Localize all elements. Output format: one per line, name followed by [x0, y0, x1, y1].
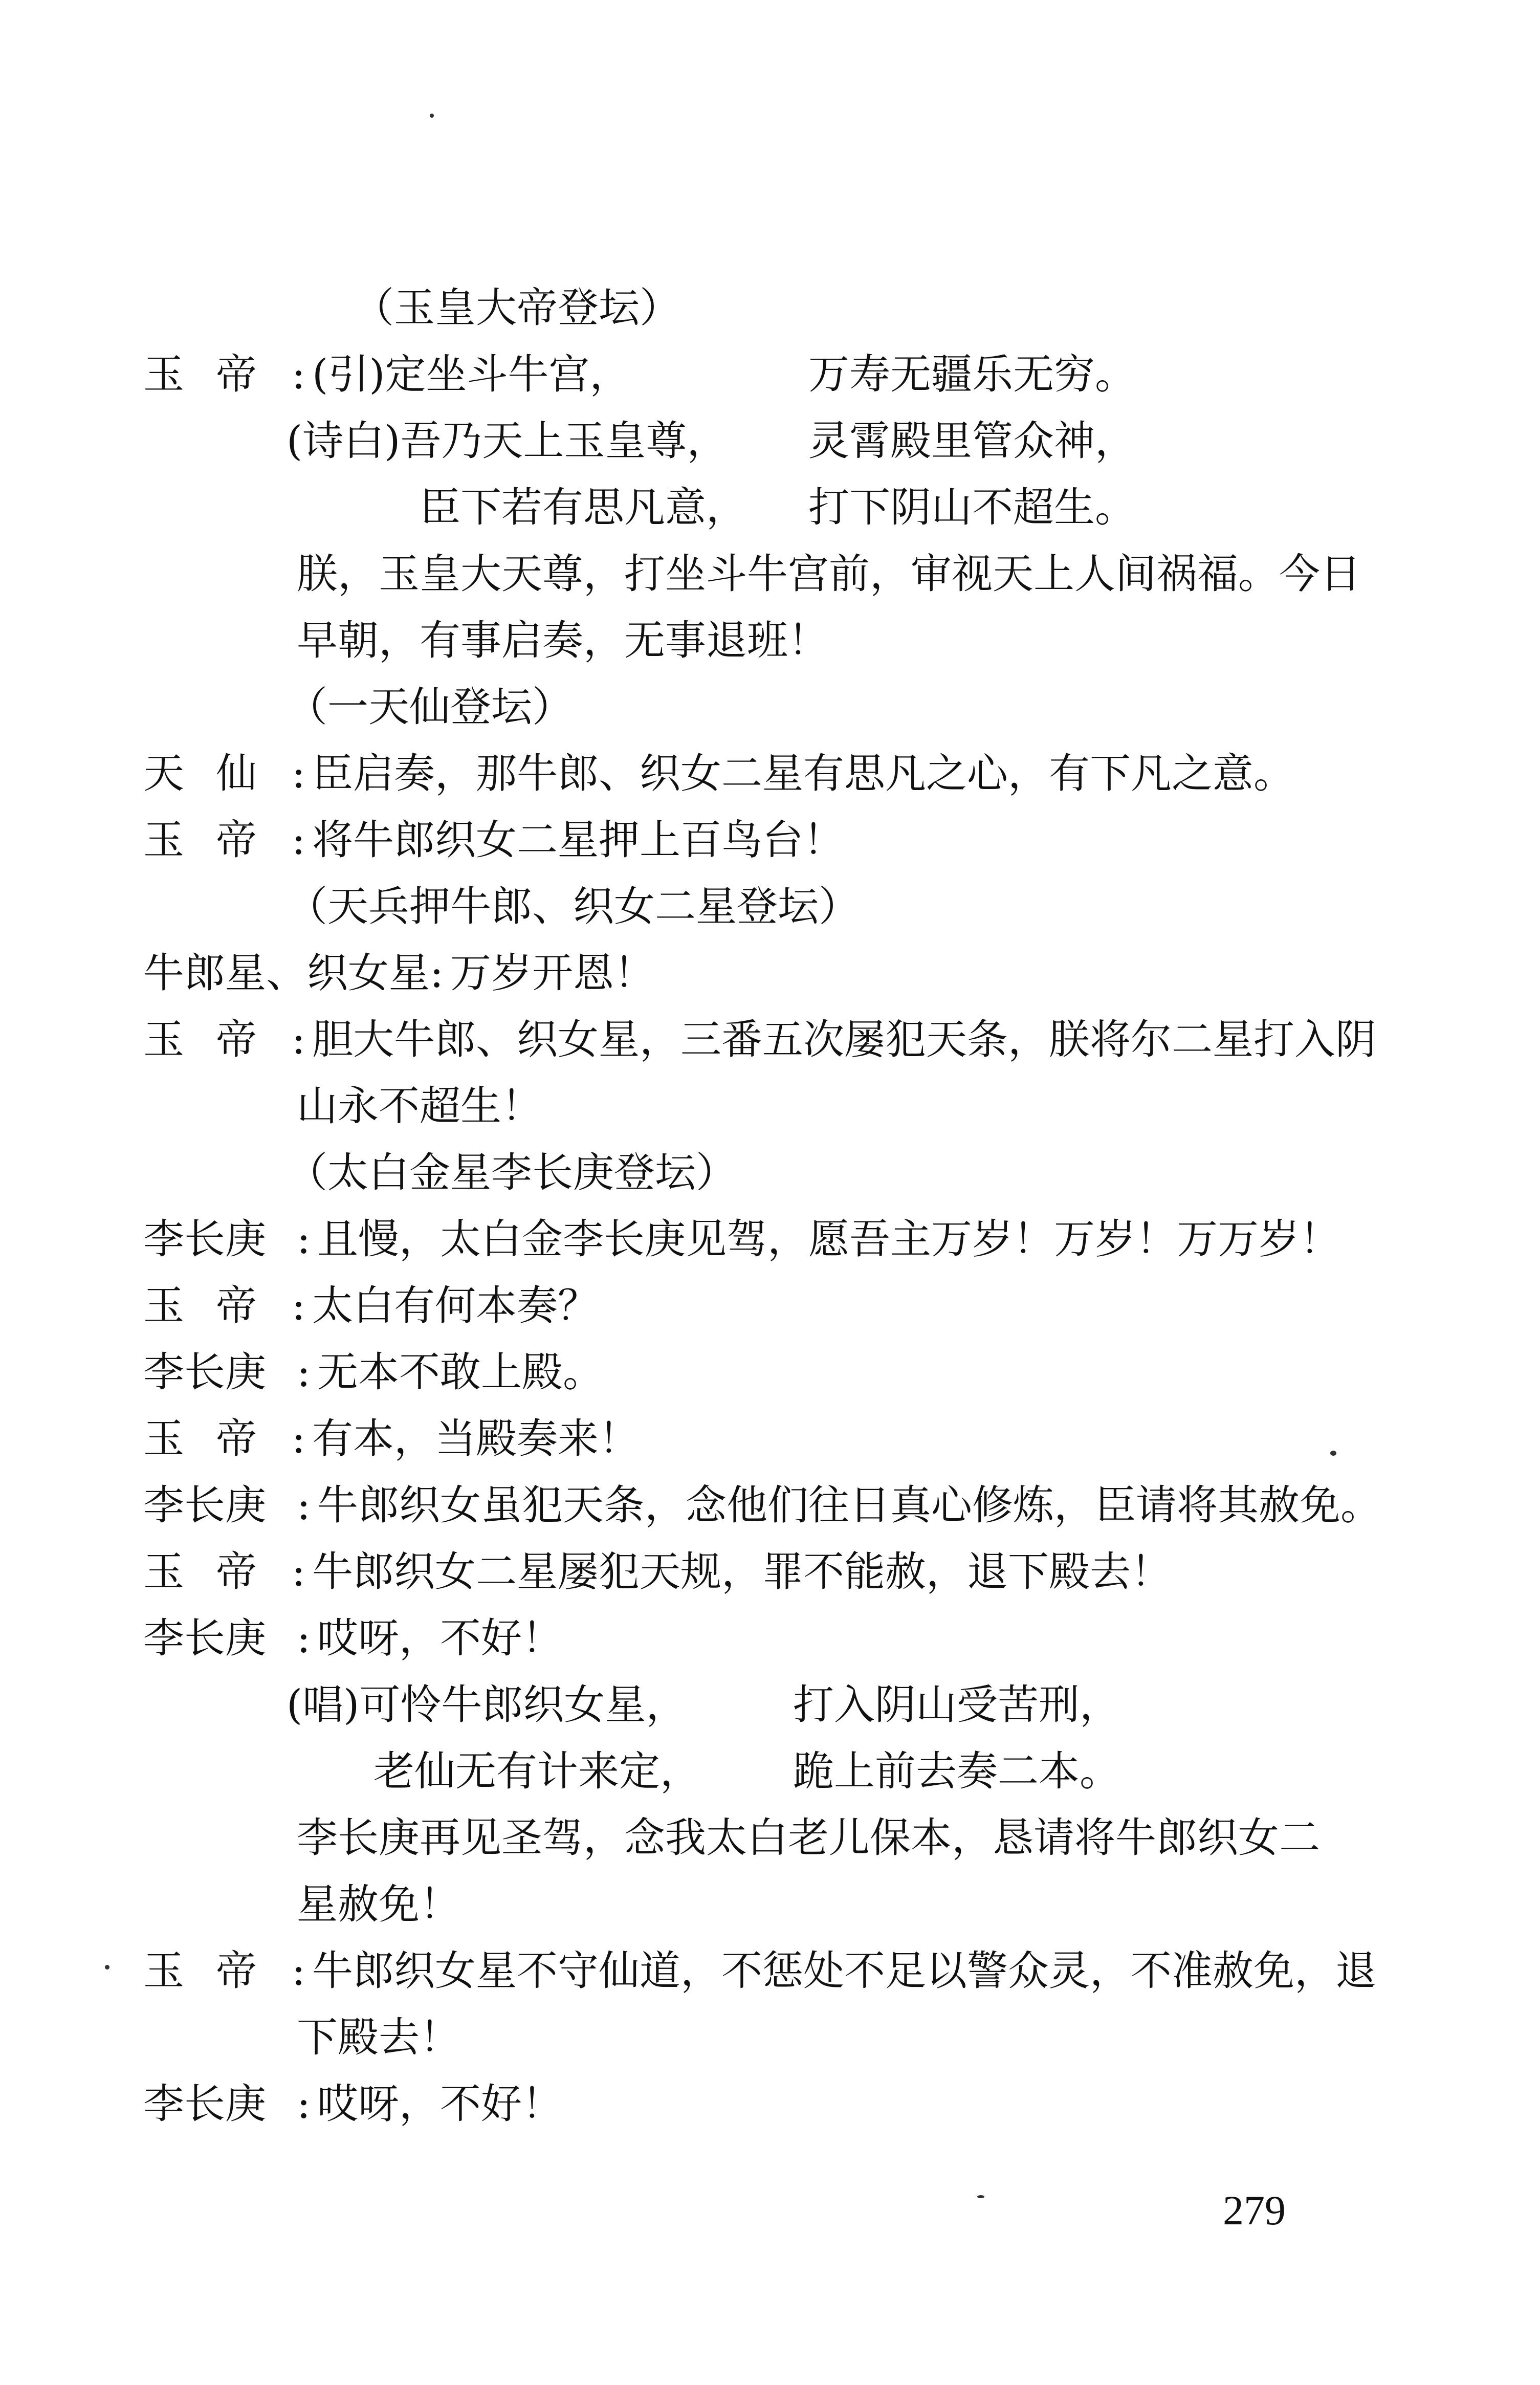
- dialogue-text: 将牛郎织女二星押上百鸟台！: [312, 816, 844, 864]
- dialogue-line: [143, 815, 844, 866]
- dialogue-line: [143, 1280, 599, 1331]
- verse-second-half: 打下阴山不超生。: [808, 484, 1136, 531]
- verse-second-half: 跪上前去奏二本。: [793, 1747, 1120, 1795]
- verse-line: [373, 1746, 1120, 1797]
- verse-second-half: 灵霄殿里管众神，: [808, 417, 1136, 465]
- dialogue-line: [143, 2078, 563, 2130]
- speaker-name: 李长庚: [143, 1348, 266, 1396]
- dialogue-text: 牛郎织女虽犯天条，念他们往日真心修炼，臣请将其赦免。: [317, 1481, 1381, 1529]
- speaker-name: 玉帝: [143, 1016, 289, 1063]
- dialogue-line: [143, 1214, 1340, 1265]
- speaker-name: 天仙: [143, 750, 289, 797]
- dialogue-line: [143, 1945, 1376, 1997]
- stage-direction: [287, 881, 860, 932]
- stage-direction-text: （玉皇大帝登坛）: [353, 284, 680, 332]
- dialogue-text: 哎呀，不好！: [317, 2080, 563, 2128]
- continuation-line: [297, 1879, 460, 1930]
- dialogue-text: (引)定坐斗牛宫，: [312, 351, 631, 398]
- speaker-colon: :: [297, 1215, 311, 1263]
- dialogue-text: 太白有何本奏？: [312, 1282, 599, 1329]
- dialogue-line: [143, 1413, 640, 1464]
- continuation-line: [297, 549, 1361, 600]
- continuation-text: 朕，玉皇大天尊，打坐斗牛宫前，审视天上人间祸福。今日: [297, 550, 1361, 598]
- speaker-colon: :: [292, 1548, 305, 1595]
- continuation-line: [297, 1081, 542, 1132]
- speaker-name: 牛郎星、织女星: [143, 949, 430, 997]
- dialogue-line: [143, 1480, 1381, 1531]
- speaker-colon: :: [292, 816, 305, 864]
- dialogue-text: 无本不敢上殿。: [317, 1348, 604, 1396]
- speaker-name: 玉帝: [143, 1282, 289, 1329]
- speaker-colon: :: [292, 1282, 305, 1329]
- continuation-line: [297, 615, 829, 666]
- speaker-colon: :: [297, 2080, 311, 2128]
- dialogue-text: 且慢，太白金李长庚见驾，愿吾主万岁！万岁！万万岁！: [317, 1215, 1340, 1263]
- dialogue-text: 哎呀，不好！: [317, 1614, 563, 1662]
- verse-first-half: (唱)可怜牛郎织女星，: [287, 1681, 687, 1728]
- page-number: 279: [1223, 2187, 1286, 2234]
- continuation-text: 山永不超生！: [297, 1082, 542, 1130]
- dialogue-line: [143, 1014, 1376, 1065]
- dialogue-line: [143, 349, 1136, 400]
- speaker-name: 李长庚: [143, 2080, 266, 2128]
- dialogue-line: [143, 748, 1294, 799]
- speaker-colon: :: [297, 1481, 311, 1529]
- dialogue-text: 胆大牛郎、织女星，三番五次屡犯天条，朕将尔二星打入阴: [312, 1016, 1376, 1063]
- verse-second-half: 打入阴山受苦刑，: [793, 1681, 1120, 1728]
- speaker-name: 李长庚: [143, 1215, 266, 1263]
- dialogue-text: 牛郎织女星不守仙道，不惩处不足以警众灵，不准赦免，退: [312, 1947, 1376, 1995]
- stage-direction-text: （天兵押牛郎、织女二星登坛）: [287, 883, 860, 930]
- speaker-name: 玉帝: [143, 1947, 289, 1995]
- speaker-name: 李长庚: [143, 1614, 266, 1662]
- speaker-name: 玉帝: [143, 816, 289, 864]
- dialogue-line: [143, 948, 655, 999]
- speaker-colon: :: [297, 1614, 311, 1662]
- verse-first-half: 老仙无有计来定，: [373, 1747, 701, 1795]
- speaker-colon: :: [292, 750, 305, 797]
- dialogue-text: 牛郎织女二星屡犯天规，罪不能赦，退下殿去！: [312, 1548, 1172, 1595]
- dialogue-line: [143, 1347, 604, 1398]
- dialogue-text: 有本，当殿奏来！: [312, 1415, 640, 1462]
- speaker-name: 玉帝: [143, 1548, 289, 1595]
- continuation-text: 早朝，有事启奏，无事退班！: [297, 617, 829, 664]
- stage-direction-text: （太白金星李长庚登坛）: [287, 1149, 737, 1196]
- verse-first-half: (诗白)吾乃天上玉皇尊，: [287, 417, 728, 465]
- verse-line: [287, 1679, 1120, 1731]
- speaker-name: 李长庚: [143, 1481, 266, 1529]
- speaker-name: 玉帝: [143, 351, 289, 398]
- stage-direction: [353, 282, 680, 334]
- speaker-name: 玉帝: [143, 1415, 289, 1462]
- scan-speck: [1330, 1451, 1336, 1456]
- dialogue-text: 万岁开恩！: [450, 949, 655, 997]
- dialogue-line: [143, 1613, 563, 1664]
- scan-speck: [105, 1965, 109, 1970]
- continuation-text: 李长庚再见圣驾，念我太白老儿保本，恳请将牛郎织女二: [297, 1814, 1320, 1862]
- continuation-text: 下殿去！: [297, 2014, 460, 2061]
- dialogue-line: [143, 1546, 1172, 1598]
- continuation-line: [297, 1812, 1320, 1864]
- verse-second-half: 万寿无疆乐无穷。: [808, 351, 1136, 398]
- speaker-colon: :: [297, 1348, 311, 1396]
- speaker-colon: :: [292, 1947, 305, 1995]
- verse-line: [420, 482, 1136, 533]
- verse-line: [287, 415, 1136, 467]
- speaker-colon: :: [292, 1016, 305, 1063]
- speaker-colon: :: [292, 351, 305, 398]
- dialogue-text: 臣启奏，那牛郎、织女二星有思凡之心，有下凡之意。: [312, 750, 1294, 797]
- speaker-colon: :: [430, 949, 444, 997]
- stage-direction: [287, 1147, 737, 1198]
- scan-speck: [977, 2195, 984, 2198]
- continuation-text: 星赦免！: [297, 1880, 460, 1928]
- continuation-line: [297, 2012, 460, 2063]
- verse-first-half: 臣下若有思凡意，: [420, 484, 747, 531]
- speaker-colon: :: [292, 1415, 305, 1462]
- scan-speck: [430, 114, 434, 118]
- stage-direction-text: （一天仙登坛）: [287, 683, 573, 731]
- stage-direction: [287, 682, 573, 733]
